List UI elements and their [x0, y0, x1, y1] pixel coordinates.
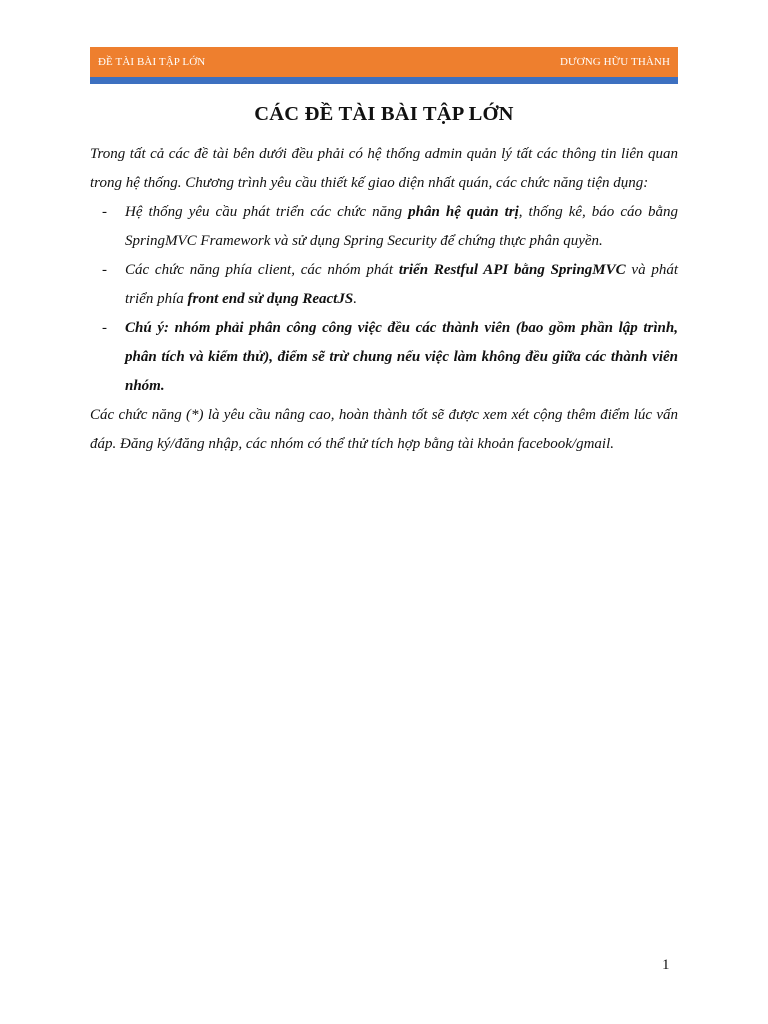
list-dash: - — [102, 262, 107, 278]
list-item-text: Hệ thống yêu cầu phát triển các chức năng — [125, 204, 409, 220]
list-item-text: . — [353, 291, 357, 307]
list-item-text: và phát triển phía — [125, 262, 679, 307]
closing-paragraph: Các chức năng (*) là yêu cầu nâng cao, hoàn thành tốt sẽ được xem xét cộng thêm điểm lúc vấn đáp. Đăng ký/đăng nhập, các nhóm có thể thử tích hợp bằng tài khoản facebook/gmail. — [90, 407, 678, 452]
list-dash: - — [102, 204, 107, 220]
list-item-text: Các chức năng phía client, các nhóm phát — [125, 262, 399, 278]
list-item-bold: Chú ý: nhóm phải phân công công việc đều các thành viên (bao gồm phần lập trình, phân tích và kiểm thử), điểm sẽ trừ chung nếu việc làm không đều giữa các thành viên nhóm. — [125, 320, 678, 394]
document-title: CÁC ĐỀ TÀI BÀI TẬP LỚN — [254, 103, 514, 125]
header-divider — [90, 77, 678, 84]
list-dash: - — [102, 320, 107, 336]
document-body — [90, 140, 678, 459]
list-item — [90, 198, 678, 256]
list-item — [90, 314, 678, 401]
intro-paragraph: Trong tất cả các đề tài bên dưới đều phải có hệ thống admin quản lý tất các thông tin liên quan trong hệ thống. Chương trình yêu cầu thiết kế giao diện nhất quán, các chức năng tiện dụng: — [90, 146, 678, 191]
page-number: 1 — [662, 957, 670, 973]
page-header — [90, 47, 678, 77]
list-item-bold: front end sử dụng ReactJS — [187, 291, 354, 307]
requirement-list — [90, 198, 678, 401]
list-item-bold: phân hệ quản trị — [408, 204, 519, 220]
list-item — [90, 256, 678, 314]
list-item-text: , thống kê, báo cáo bằng SpringMVC Framework và sử dụng Spring Security để chứng thực phân quyền. — [125, 204, 678, 249]
header-right-text: DƯƠNG HỮU THÀNH — [559, 56, 670, 68]
list-item-bold: triển Restful API bằng SpringMVC — [398, 262, 626, 278]
header-left-text: ĐỀ TÀI BÀI TẬP LỚN — [98, 56, 206, 68]
